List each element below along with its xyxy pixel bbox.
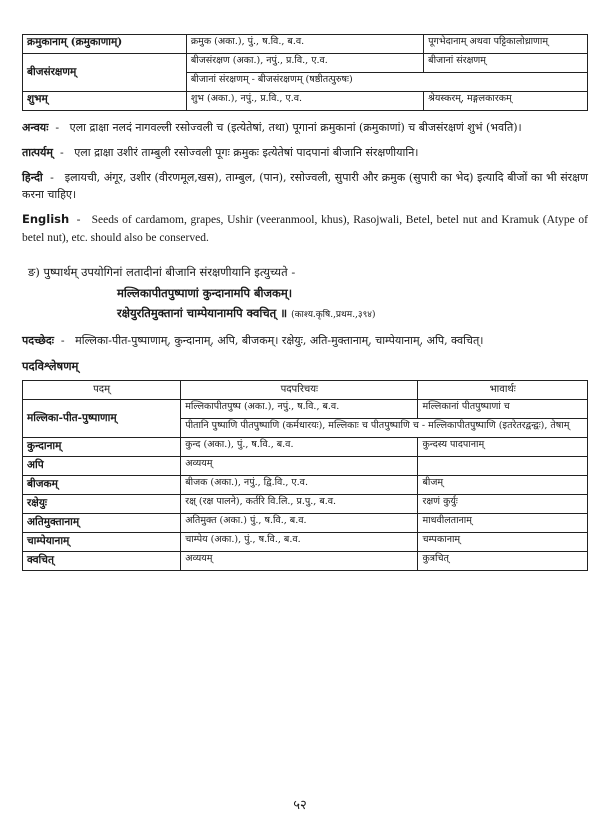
tatparya-label: तात्पर्यम् xyxy=(22,146,53,160)
verse-intro: ङ) पुष्पार्थम् उपयोगिनां लतादीनां बीजानि संरक्षणीयानि इत्युच्यते - xyxy=(28,264,296,279)
table-row xyxy=(23,35,588,54)
bhavartha-cell: कुत्रचित् xyxy=(418,551,588,570)
table-row xyxy=(23,399,588,418)
parichaya-cell: चाम्पेय (अका.), पुं., ष.वि., ब.व. xyxy=(181,532,418,551)
anvaya-text: एला द्राक्षा नलदं नागवल्ली रसोज्वली च (इत्येतेषां, तथा) पूगानां क्रमुकानां (क्रमुकाणां) च बीजसंरक्षणं शुभं (भवति)। xyxy=(69,121,522,134)
bhavartha-cell: मल्लिकानां पीतपुष्पाणां च xyxy=(418,399,588,418)
table-row xyxy=(23,475,588,494)
table-row xyxy=(23,92,588,111)
pada-cell: चाम्पेयानाम् xyxy=(23,532,181,551)
verse-end-mark: ॥ xyxy=(280,306,288,321)
pada-cell: अपि xyxy=(23,456,181,475)
page-content xyxy=(22,34,588,571)
hindi-paragraph: हिन्दी - इलायची, अंगूर, उशीर (वीरणमूल,खस), ताम्बुल, (पान), रसोज्वली, सुपारी और क्रमुक (सुपारी का भेद) इत्यादि बीजों का भी संरक्षण करना चाहिए। xyxy=(22,171,588,202)
bhavartha-cell: बीजानां संरक्षणम् xyxy=(424,54,588,73)
parichaya-cell: कुन्द (अका.), पुं., ष.वि., ब.व. xyxy=(181,437,418,456)
bhavartha-cell: पूगभेदानाम् अथवा पट्टिकालोध्राणाम् xyxy=(424,35,588,54)
parichaya-cell: बीजसंरक्षण (अका.), नपुं., प्र.वि., ए.व. xyxy=(186,54,423,73)
table-row xyxy=(23,532,588,551)
section-title: पदविश्लेषणम् xyxy=(22,358,79,373)
english-text: Seeds of cardamom, grapes, Ushir (veeranmool, khus), Rasojwali, Betel, betel nut and Kramuk (Atype of betel nut), etc. should also be conserved. xyxy=(22,214,589,244)
pada-cell: शुभम् xyxy=(23,92,187,111)
pada-cell: मल्लिका-पीत-पुष्पाणाम् xyxy=(23,399,181,437)
hindi-label: हिन्दी xyxy=(22,171,43,185)
word-analysis-table-top xyxy=(22,34,588,111)
bhavartha-cell: रक्षणं कुर्युः xyxy=(418,494,588,513)
verse-line-1: मल्लिकापीतपुष्पाणां कुन्दानामपि बीजकम्। xyxy=(117,285,293,300)
word-analysis-table xyxy=(22,380,588,571)
page-number: ५२ xyxy=(293,798,307,813)
column-header: भावार्थः xyxy=(418,380,588,399)
samasa-cell: पीतानि पुष्पाणि पीतपुष्पाणि (कर्मधारयः), मल्लिकाः च पीतपुष्पाणि च - मल्लिकापीतपुष्पाणि (इतरेतरद्वन्द्वः), तेषाम् xyxy=(181,418,588,437)
verse-reference: (काश्य.कृषि.,प्रथम.,३९४) xyxy=(291,310,376,321)
table-row xyxy=(23,551,588,570)
table-row xyxy=(23,513,588,532)
anvaya-label: अन्वयः xyxy=(22,121,49,134)
parichaya-cell: शुभ (अका.), नपुं., प्र.वि., ए.व. xyxy=(186,92,423,111)
pada-cell: कुन्दानाम् xyxy=(23,437,181,456)
padaccheda-paragraph: पदच्छेदः - मल्लिका-पीत-पुष्पाणाम्, कुन्दानाम्, अपि, बीजकम्। रक्षेयुः, अति-मुक्तानाम्, चाम्पेयानाम्, अपि, क्वचित्। xyxy=(22,333,484,347)
pada-cell: क्वचित् xyxy=(23,551,181,570)
bhavartha-cell xyxy=(418,456,588,475)
bhavartha-cell: बीजम् xyxy=(418,475,588,494)
pada-cell: बीजसंरक्षणम् xyxy=(23,54,187,92)
verse-block xyxy=(22,262,588,324)
table-row xyxy=(23,54,588,73)
bhavartha-cell: श्रेयस्करम्, मङ्गलकारकम् xyxy=(424,92,588,111)
parichaya-cell: अव्ययम् xyxy=(181,551,418,570)
bhavartha-cell: चम्पकानाम् xyxy=(418,532,588,551)
parichaya-cell: रक्ष् (रक्ष पालने), कर्तरि वि.लि., प्र.पु., ब.व. xyxy=(181,494,418,513)
parichaya-cell: बीजक (अका.), नपुं., द्वि.वि., ए.व. xyxy=(181,475,418,494)
english-label: English xyxy=(22,212,70,227)
table-header-row xyxy=(23,380,588,399)
hindi-text: इलायची, अंगूर, उशीर (वीरणमूल,खस), ताम्बुल, (पान), रसोज्वली, सुपारी और क्रमुक (सुपारी का भेद) इत्यादि बीजों का भी संरक्षण करना चाहिए। xyxy=(22,171,588,202)
pada-cell: क्रमुकानाम् (क्रमुकाणाम्) xyxy=(23,35,187,54)
pada-cell: बीजकम् xyxy=(23,475,181,494)
table-row xyxy=(23,437,588,456)
parichaya-cell: अव्ययम् xyxy=(181,456,418,475)
parichaya-cell: अतिमुक्त (अका.) पुं., ष.वि., ब.व. xyxy=(181,513,418,532)
bhavartha-cell: माधवीलतानाम् xyxy=(418,513,588,532)
english-paragraph: English - Seeds of cardamom, grapes, Ushir (veeranmool, khus), Rasojwali, Betel, betel nut and Kramuk (Atype of betel nut), etc. should also be conserved. xyxy=(22,212,589,244)
anvaya-paragraph: अन्वयः - एला द्राक्षा नलदं नागवल्ली रसोज्वली च (इत्येतेषां, तथा) पूगानां क्रमुकानां (क्रमुकाणां) च बीजसंरक्षणं शुभं (भवति)। xyxy=(22,121,522,134)
tatparya-text: एला द्राक्षा उशीरं ताम्बुली रसोज्वली पूगः क्रमुकः इत्येतेषां पादपानां बीजानि संरक्षणीयानि। xyxy=(74,146,419,160)
verse-line-2 xyxy=(22,303,588,324)
table-row xyxy=(23,456,588,475)
pada-cell: अतिमुक्तानाम् xyxy=(23,513,181,532)
parichaya-cell: मल्लिकापीतपुष्प (अका.), नपुं., ष.वि., ब.व. xyxy=(181,399,418,418)
column-header: पदपरिचयः xyxy=(181,380,418,399)
pada-cell: रक्षेयुः xyxy=(23,494,181,513)
samasa-cell: बीजानां संरक्षणम् - बीजसंरक्षणम् (षष्ठीतत्पुरुषः) xyxy=(186,73,587,92)
bhavartha-cell: कुन्दस्य पादपानाम् xyxy=(418,437,588,456)
tatparya-paragraph: तात्पर्यम् - एला द्राक्षा उशीरं ताम्बुली रसोज्वली पूगः क्रमुकः इत्येतेषां पादपानां बीजानि संरक्षणीयानि। xyxy=(22,146,419,160)
column-header: पदम् xyxy=(23,380,181,399)
verse-line-2-text: रक्षेयुरतिमुक्तानां चाम्पेयानामपि क्वचित् xyxy=(117,306,277,321)
padaccheda-label: पदच्छेदः xyxy=(22,333,54,347)
padaccheda-text: मल्लिका-पीत-पुष्पाणाम्, कुन्दानाम्, अपि, बीजकम्। रक्षेयुः, अति-मुक्तानाम्, चाम्पेयानाम्, अपि, क्वचित्। xyxy=(75,333,484,347)
table-row xyxy=(23,494,588,513)
parichaya-cell: क्रमुक (अका.), पुं., ष.वि., ब.व. xyxy=(186,35,423,54)
